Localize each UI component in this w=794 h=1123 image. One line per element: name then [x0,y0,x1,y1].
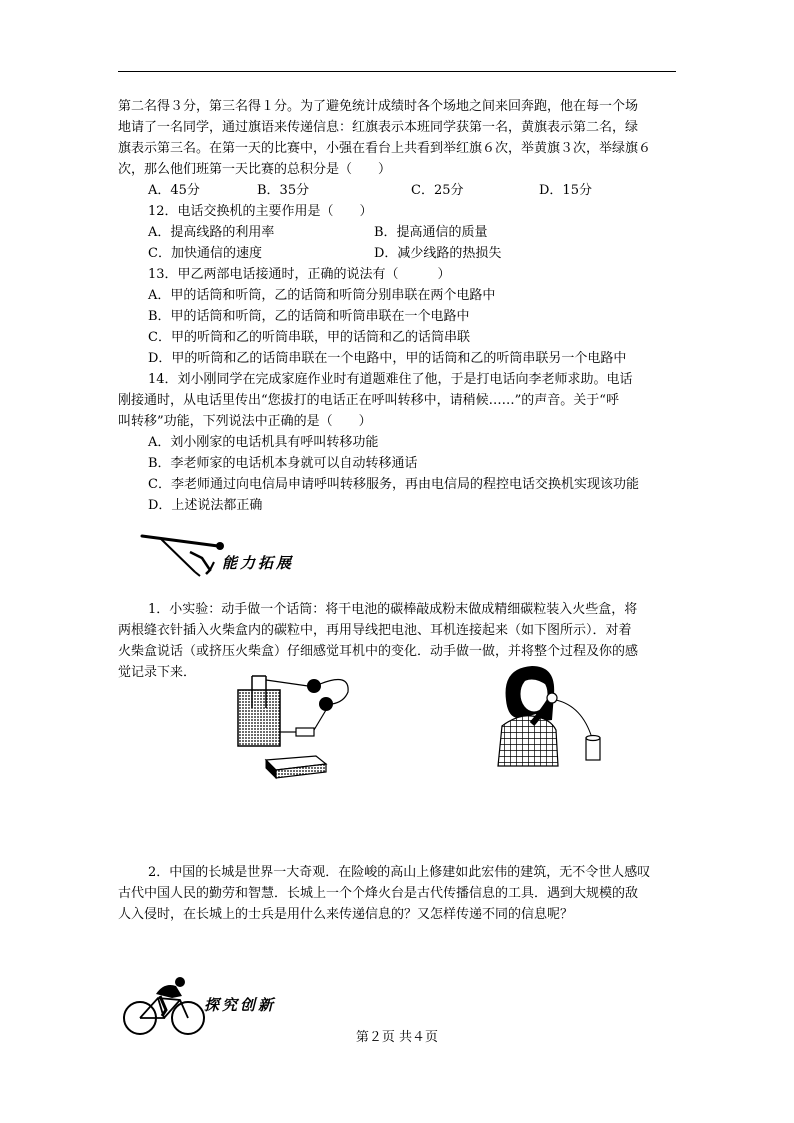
q12-option-b: B．提高通信的质量 [374,225,488,240]
q14-option-c: C．李老师通过向电信局申请呼叫转移服务，再由电信局的程控电话交换机实现该功能 [148,477,639,492]
ability1-line-4: 觉记录下来． [118,665,197,680]
q11-option-a: A．45分 [148,183,200,198]
q12-stem: 12．电话交换机的主要作用是（ ） [148,204,373,219]
ability1-line-2: 两根缝衣针插入火柴盒内的碳粒中，再用导线把电池、耳机连接起来（如下图所示）．对着 [118,623,632,638]
q11-line-1: 第二名得３分，第三名得１分。为了避免统计成绩时各个场地之间来回奔跑，他在每一个场 [118,99,639,114]
header-rule [118,71,676,72]
q11-option-c: C．25分 [411,183,464,198]
q14-line-2: 刚接通时，从电话里传出“您拔打的电话正在呼叫转移中，请稍候……”的声音。关于“呼 [118,393,619,408]
q13-option-c: C．甲的听筒和乙的听筒串联，甲的话筒和乙的话筒串联 [148,330,470,345]
q14-option-a: A．刘小刚家的电话机具有呼叫转移功能 [148,435,379,450]
q13-stem: 13．甲乙两部电话接通时，正确的说法有（ ） [148,267,451,282]
q13-option-b: B．甲的话筒和听筒，乙的话筒和听筒串联在一个电路中 [148,309,470,324]
ability1-line-1: 1．小实验：动手做一个话筒：将干电池的碳棒敲成粉末做成精细碳粒装入火些盒，将 [148,602,638,617]
q11-option-d: D．15分 [539,183,592,198]
q14-option-d: D．上述说法都正确 [148,498,263,513]
q14-line-1: 14．刘小刚同学在完成家庭作业时有道题难住了他，于是打电话向李老师求助。电话 [148,372,633,387]
ability1-line-3: 火柴盒说话（或挤压火柴盒）仔细感觉耳机中的变化．动手做一做，并将整个过程及你的感 [118,644,639,659]
q12-option-c: C．加快通信的速度 [148,246,262,261]
ability2-line-2: 古代中国人民的勤劳和智慧．长城上一个个烽火台是古代传播信息的工具．遇到大规模的敌 [118,886,639,901]
q11-option-b: B．35分 [257,183,310,198]
q11-line-3: 旗表示第三名。在第一天的比赛中，小强在看台上共看到举红旗６次，举黄旗３次，举绿旗６ [118,141,652,156]
q13-option-a: A．甲的话筒和听筒，乙的话筒和听筒分别串联在两个电路中 [148,288,496,303]
q14-option-b: B．李老师家的电话机本身就可以自动转移通话 [148,456,418,471]
ability2-line-1: 2．中国的长城是世界一大奇观．在险峻的高山上修建如此宏伟的建筑，无不令世人感叹 [148,865,651,880]
q14-line-3: 叫转移”功能，下列说法中正确的是（ ） [118,414,372,429]
q11-line-2: 地请了一名同学，通过旗语来传递信息：红旗表示本班同学获第一名，黄旗表示第二名，绿 [118,120,639,135]
section-explore-heading: 探究创新 [204,996,277,1014]
q12-option-a: A．提高线路的利用率 [148,225,275,240]
girl-talking-illustration [492,660,612,770]
section-ability-heading: 能力拓展 [222,554,295,572]
page-footer: 第２页 共４页 [355,1030,439,1045]
q11-line-4: 次，那么他们班第一天比赛的总积分是（ ） [118,162,392,177]
q12-option-d: D．减少线路的热损失 [374,246,502,261]
microphone-circuit-illustration [230,668,360,783]
ability2-line-3: 人入侵时，在长城上的士兵是用什么来传递信息的？又怎样传递不同的信息呢？ [118,907,574,922]
q13-option-d: D．甲的听筒和乙的话筒串联在一个电路中，甲的话筒和乙的听筒串联另一个电路中 [148,351,627,366]
